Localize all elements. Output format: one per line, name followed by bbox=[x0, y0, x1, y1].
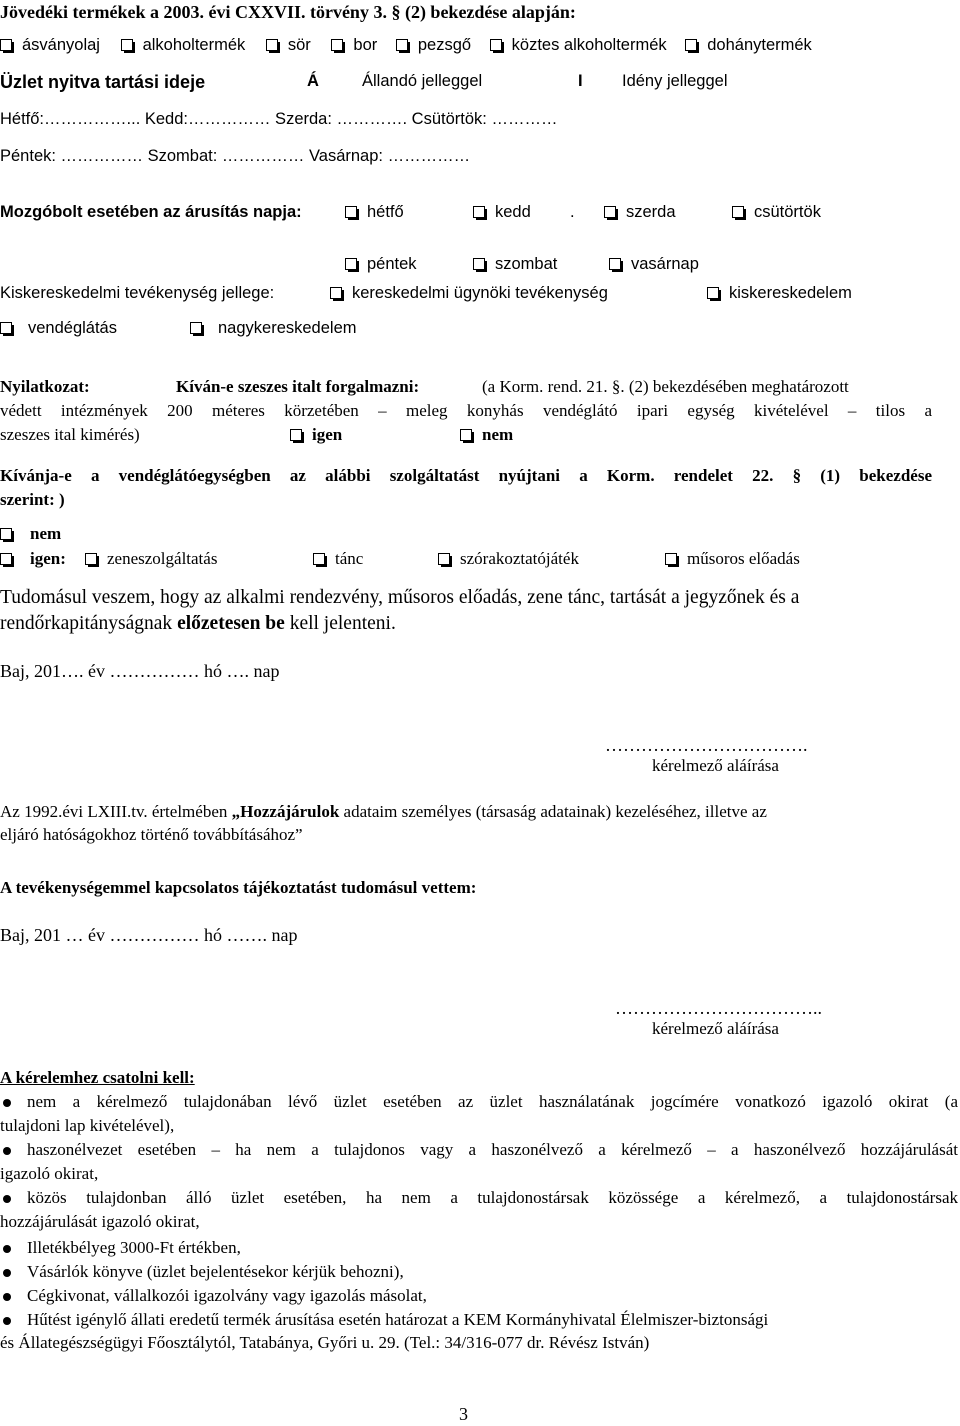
service-question: Kívánja-e a vendéglátóegységben az alábbi szolgáltatást nyújtani a Korm. rendelet 22. § (1) bekezdése bbox=[0, 466, 932, 485]
checkbox-icon[interactable] bbox=[460, 429, 472, 441]
yes-option: igen bbox=[312, 425, 343, 444]
checkbox-icon[interactable] bbox=[396, 39, 408, 51]
attachments-title: A kérelemhez csatolni kell: bbox=[0, 1068, 195, 1087]
checkbox-icon[interactable] bbox=[732, 206, 744, 218]
date-line-1[interactable]: Baj, 201…. év …………… hó …. nap bbox=[0, 661, 280, 681]
consent-text-end: adataim személyes (társaság adatainak) kezeléséhez, illetve az bbox=[339, 802, 767, 821]
checkbox-icon[interactable] bbox=[345, 258, 357, 270]
product-option: pezsgő bbox=[417, 36, 472, 54]
day-option: kedd bbox=[495, 203, 531, 221]
attachment-item: közös tulajdonban álló üzlet esetében, ha nem a tulajdonostársak közössége a kérelmező, a tulajdonostársak bbox=[27, 1188, 958, 1207]
bullet-icon bbox=[3, 1147, 11, 1155]
bullet-icon bbox=[3, 1245, 11, 1253]
checkbox-icon[interactable] bbox=[707, 287, 719, 299]
activity-option: kiskereskedelem bbox=[729, 284, 852, 302]
service-question-2: szerint: ) bbox=[0, 490, 65, 509]
seasonal-label: Idény jelleggel bbox=[622, 72, 728, 90]
statement-line-3: szeszes ital kimérés) bbox=[0, 425, 140, 444]
checkbox-icon[interactable] bbox=[85, 553, 97, 565]
checkbox-icon[interactable] bbox=[121, 39, 133, 51]
product-option: sör bbox=[287, 36, 311, 54]
attachment-item: Illetékbélyeg 3000-Ft értékben, bbox=[27, 1238, 241, 1257]
product-option: bor bbox=[353, 36, 378, 54]
service-option: szórakoztatójáték bbox=[460, 549, 579, 568]
attachment-item: haszonélvezet esetében – ha nem a tulajdonos vagy a haszonélvező a kérelmező – a haszonélvező hozzájárulását bbox=[27, 1140, 958, 1159]
law-heading: Jövedéki termékek a 2003. évi CXXVII. törvény 3. § (2) bekezdése alapján: bbox=[0, 2, 576, 22]
attachment-item: Cégkivonat, vállalkozói igazolvány vagy igazolás másolat, bbox=[27, 1286, 427, 1305]
checkbox-icon[interactable] bbox=[685, 39, 697, 51]
bullet-icon bbox=[3, 1195, 11, 1203]
product-option: ásványolaj bbox=[22, 36, 100, 54]
bullet-icon bbox=[3, 1269, 11, 1277]
activity-option: kereskedelmi ügynöki tevékenység bbox=[352, 284, 608, 302]
notice-text: rendőrkapitányságnak bbox=[0, 613, 178, 634]
bullet-icon bbox=[3, 1099, 11, 1107]
service-no-option: nem bbox=[30, 524, 62, 543]
attachment-item-cont: tulajdoni lap kivételével), bbox=[0, 1116, 175, 1135]
attachment-item-cont: igazoló okirat, bbox=[0, 1164, 99, 1183]
attachment-item: Vásárlók könyve (üzlet bejelentésekor kérjük behozni), bbox=[27, 1262, 404, 1281]
signature-line-2: …………………………….. bbox=[615, 998, 822, 1018]
day-option: csütörtök bbox=[754, 203, 821, 221]
activity-label: Kiskereskedelmi tevékenység jellege: bbox=[0, 284, 275, 302]
checkbox-icon[interactable] bbox=[473, 206, 485, 218]
notice-emphasis: előzetesen be bbox=[177, 613, 285, 634]
statement-question: Kíván-e szeszes italt forgalmazni: bbox=[176, 377, 420, 396]
checkbox-icon[interactable] bbox=[290, 429, 302, 441]
checkbox-icon[interactable] bbox=[609, 258, 621, 270]
notice-line-2 bbox=[0, 613, 396, 635]
checkbox-icon[interactable] bbox=[313, 553, 325, 565]
product-option: alkoholtermék bbox=[142, 36, 246, 54]
signature-label-1: kérelmező aláírása bbox=[652, 756, 779, 775]
statement-label: Nyilatkozat: bbox=[0, 377, 90, 396]
attachment-item-cont: hozzájárulását igazoló okirat, bbox=[0, 1212, 200, 1231]
checkbox-icon[interactable] bbox=[0, 553, 12, 565]
checkbox-icon[interactable] bbox=[190, 322, 202, 334]
statement-line-2: védett intézmények 200 méteres körzetében – meleg konyhás vendéglátó ipari egység kivételével – tilos a bbox=[0, 401, 932, 420]
separator-dot: . bbox=[570, 203, 575, 221]
service-option: műsoros előadás bbox=[687, 549, 800, 568]
product-option: köztes alkoholtermék bbox=[511, 36, 667, 54]
checkbox-icon[interactable] bbox=[0, 322, 12, 334]
service-yes-option: igen: bbox=[30, 549, 66, 568]
notice-text-end: kell jelenteni. bbox=[284, 613, 396, 634]
product-option: dohánytermék bbox=[707, 36, 812, 54]
consent-line-1 bbox=[0, 802, 767, 822]
permanent-label: Állandó jelleggel bbox=[362, 72, 483, 90]
checkbox-icon[interactable] bbox=[0, 528, 12, 540]
products-row bbox=[0, 36, 812, 55]
weekday-hours-row-2[interactable]: Péntek: …………… Szombat: …………… Vasárnap: …………… bbox=[0, 147, 471, 165]
day-option: szerda bbox=[626, 203, 676, 221]
page-number: 3 bbox=[459, 1404, 468, 1424]
checkbox-icon[interactable] bbox=[266, 39, 278, 51]
checkbox-icon[interactable] bbox=[490, 39, 502, 51]
acknowledgement: A tevékenységemmel kapcsolatos tájékoztatást tudomásul vettem: bbox=[0, 878, 477, 897]
no-option: nem bbox=[482, 425, 514, 444]
activity-option: vendéglátás bbox=[28, 319, 117, 337]
signature-label-2: kérelmező aláírása bbox=[652, 1019, 779, 1038]
opening-hours-label: Üzlet nyitva tartási ideje bbox=[0, 72, 206, 92]
checkbox-icon[interactable] bbox=[665, 553, 677, 565]
checkbox-icon[interactable] bbox=[330, 287, 342, 299]
service-option: zeneszolgáltatás bbox=[107, 549, 218, 568]
weekday-hours-row-1[interactable]: Hétfő:……………... Kedd:…………… Szerda: …………. Csütörtök: ………… bbox=[0, 110, 558, 128]
checkbox-icon[interactable] bbox=[331, 39, 343, 51]
attachment-item-cont: és Állategészségügyi Főosztálytól, Tatabánya, Győri u. 29. (Tel.: 34/316-077 dr. Révész István) bbox=[0, 1333, 650, 1352]
checkbox-icon[interactable] bbox=[438, 553, 450, 565]
day-option: péntek bbox=[367, 255, 417, 273]
date-line-2[interactable]: Baj, 201 … év …………… hó ……. nap bbox=[0, 925, 298, 945]
service-option: tánc bbox=[335, 549, 364, 568]
statement-reference: (a Korm. rend. 21. §. (2) bekezdésében meghatározott bbox=[482, 377, 849, 396]
consent-emphasis: „Hozzájárulok bbox=[231, 802, 340, 821]
attachment-item: Hűtést igénylő állati eredetű termék árusítása esetén határozat a KEM Kormányhivatal Élelmiszer-biztonsági bbox=[27, 1310, 769, 1329]
attachment-item: nem a kérelmező tulajdonában lévő üzlet esetében az üzlet használatának jogcímére vonatkozó igazoló okirat (a bbox=[27, 1092, 958, 1111]
day-option: hétfő bbox=[367, 203, 404, 221]
consent-text: Az 1992.évi LXIII.tv. értelmében bbox=[0, 802, 232, 821]
mobile-shop-label: Mozgóbolt esetében az árusítás napja: bbox=[0, 203, 302, 221]
bullet-icon bbox=[3, 1293, 11, 1301]
service-no-row bbox=[0, 524, 61, 544]
bullet-icon bbox=[3, 1317, 11, 1325]
day-option: szombat bbox=[495, 255, 558, 273]
consent-line-2: eljáró hatóságokhoz történő továbbításához” bbox=[0, 825, 303, 844]
signature-line-1: ……………………………. bbox=[605, 735, 808, 755]
permanent-code: Á bbox=[307, 72, 319, 90]
checkbox-icon[interactable] bbox=[345, 206, 357, 218]
checkbox-icon[interactable] bbox=[473, 258, 485, 270]
seasonal-code: I bbox=[578, 72, 583, 90]
checkbox-icon[interactable] bbox=[0, 39, 12, 51]
checkbox-icon[interactable] bbox=[604, 206, 616, 218]
notice-line-1: Tudomásul veszem, hogy az alkalmi rendezvény, műsoros előadás, zene tánc, tartását a jegyzőnek és a bbox=[0, 587, 800, 608]
activity-option: nagykereskedelem bbox=[218, 319, 357, 337]
day-option: vasárnap bbox=[631, 255, 699, 273]
